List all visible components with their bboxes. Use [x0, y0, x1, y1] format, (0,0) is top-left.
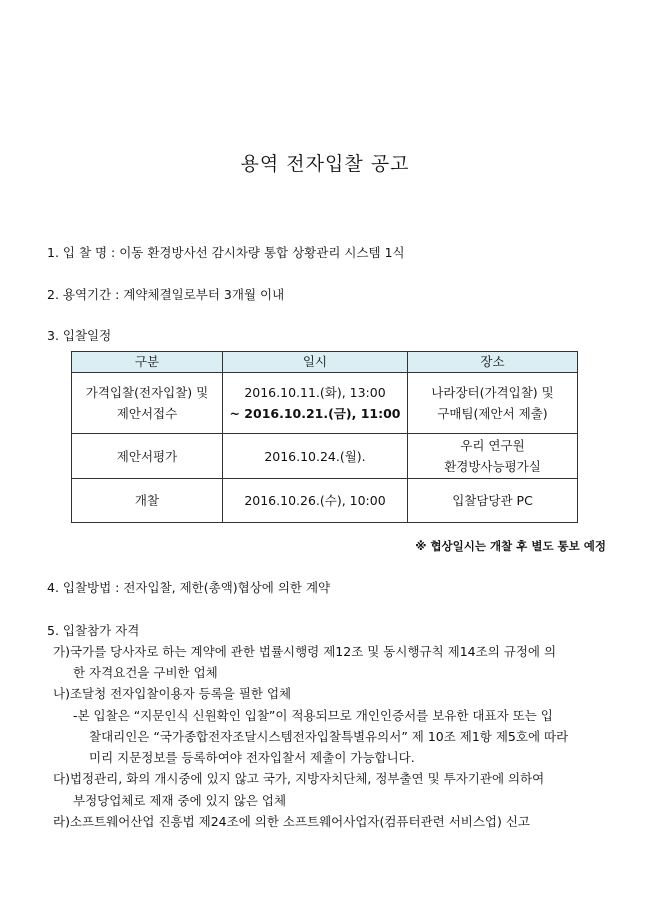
- header-place: 장소: [408, 352, 578, 373]
- table-header-row: [72, 352, 578, 373]
- section-bid-name: 1. 입 찰 명 : 이동 환경방사선 감시차량 통합 상황관리 시스템 1식: [47, 245, 405, 260]
- table-row: [72, 479, 578, 523]
- page-title: 용역 전자입찰 공고: [240, 153, 410, 175]
- cell-category: 가격입찰(전자입찰) 및 제안서접수: [72, 373, 223, 434]
- qualification-item-ra: 라)소프트웨어산업 진흥법 제24조에 의한 소프트웨어사업자(컴퓨터관련 서비스업) 신고: [53, 814, 531, 829]
- qualification-item-da: 다)법정관리, 화의 개시중에 있지 않고 국가, 지방자치단체, 정부출연 및 투자기관에 의하여: [53, 771, 545, 786]
- qualification-detail-cont: 찰대리인은 “국가종합전자조달시스템전자입찰특별유의서” 제 10조 제1항 제5호에 따라: [89, 729, 569, 744]
- qualification-detail: -본 입찰은 “지문인식 신원확인 입찰”이 적용되므로 개인인증서를 보유한 대표자 또는 입: [73, 708, 553, 723]
- cell-datetime: 2016.10.11.(화), 13:00 ~ 2016.10.21.(금), 11:00: [223, 373, 408, 434]
- cell-category: 개찰: [72, 479, 223, 523]
- table-row: [72, 373, 578, 434]
- header-category: 구분: [72, 352, 223, 373]
- header-datetime: 일시: [223, 352, 408, 373]
- qualification-item-na: 나)조달청 전자입찰이용자 등록을 필한 업체: [53, 686, 292, 701]
- section-bid-method: 4. 입찰방법 : 전자입찰, 제한(총액)협상에 의한 계약: [47, 580, 331, 595]
- qualification-item-da-cont: 부정당업체로 제재 중에 있지 않은 업체: [73, 793, 287, 808]
- cell-place: 우리 연구원 환경방사능평가실: [408, 434, 578, 479]
- section-service-period: 2. 용역기간 : 계약체결일로부터 3개월 이내: [47, 287, 285, 302]
- qualification-detail-cont: 미리 지문정보를 등록하여야 전자입찰서 제출이 가능합니다.: [89, 750, 415, 765]
- section-qualification: 5. 입찰참가 자격: [47, 623, 140, 638]
- section-bid-schedule: 3. 입찰일정: [47, 328, 112, 343]
- cell-datetime: 2016.10.24.(월).: [223, 434, 408, 479]
- qualification-item-ga: 가)국가를 당사자로 하는 계약에 관한 법률시행령 제12조 및 동시행규칙 제14조의 규정에 의: [53, 644, 557, 659]
- schedule-table: [71, 351, 578, 523]
- table-row: [72, 434, 578, 479]
- cell-category: 제안서평가: [72, 434, 223, 479]
- qualification-item-ga-cont: 한 자격요건을 구비한 업체: [73, 665, 218, 680]
- cell-datetime: 2016.10.26.(수), 10:00: [223, 479, 408, 523]
- cell-place: 나라장터(가격입찰) 및 구매팀(제안서 제출): [408, 373, 578, 434]
- negotiation-note: ※ 협상일시는 개찰 후 별도 통보 예정: [415, 539, 606, 553]
- cell-place: 입찰담당관 PC: [408, 479, 578, 523]
